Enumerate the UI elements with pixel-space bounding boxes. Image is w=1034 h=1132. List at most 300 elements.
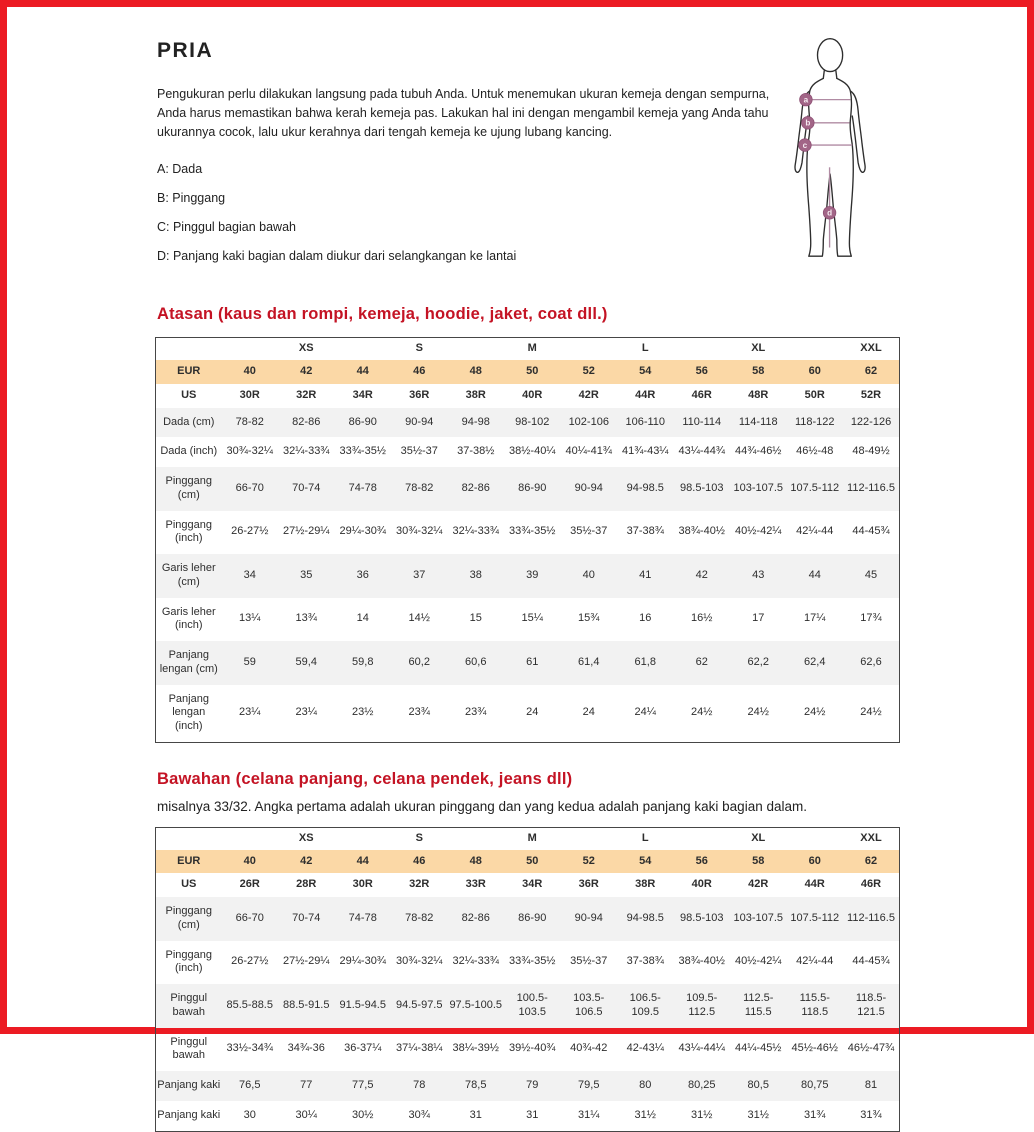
measurement-cell: 91.5-94.5 <box>339 998 386 1011</box>
measurement-cell: 24¼ <box>634 706 656 719</box>
measurement-cell: 112-116.5 <box>847 911 895 924</box>
measurement-cell: 32¼-33¾ <box>452 955 499 968</box>
size-cell: 46 <box>413 365 426 377</box>
measurement-row <box>156 598 900 642</box>
page-title: PRIA <box>157 39 214 62</box>
measurement-cell: 27½-29¼ <box>283 955 330 968</box>
measurement-row <box>156 1071 900 1101</box>
us-size-row <box>156 873 900 897</box>
measurement-cell: 94-98 <box>461 415 490 428</box>
measurement-row <box>156 511 900 555</box>
unit-row-label: US <box>181 878 197 891</box>
size-cell: 30R <box>352 878 373 891</box>
row-label: Pinggang (cm) <box>165 905 212 931</box>
row-label: Panjang kaki <box>157 1108 221 1121</box>
measurement-cell: 78-82 <box>405 481 434 494</box>
size-cell: 44 <box>356 365 369 377</box>
measurement-cell: 15¼ <box>521 612 543 625</box>
measurement-row <box>156 554 900 598</box>
measurement-cell: 17¾ <box>860 612 882 625</box>
measurement-cell: 37-38¾ <box>626 955 664 968</box>
measurement-cell: 59,8 <box>352 655 374 668</box>
measure-point-d: D: Panjang kaki bagian dalam diukur dari selangkangan ke lantai <box>157 249 517 264</box>
size-column-header: M <box>527 831 537 844</box>
us-size-row <box>156 384 900 408</box>
measurement-cell: 26-27½ <box>231 525 269 538</box>
measurement-cell: 66-70 <box>235 911 264 924</box>
measurement-cell: 42¼-44 <box>796 525 834 538</box>
measurement-cell: 44¼-45½ <box>735 1042 782 1055</box>
measurement-cell: 86-90 <box>518 481 547 494</box>
measurement-cell: 103.5-106.5 <box>573 992 605 1018</box>
measurement-cell: 23½ <box>352 706 374 719</box>
size-cell: 38R <box>465 388 486 401</box>
measurement-cell: 29¼-30¾ <box>339 525 386 538</box>
measurement-cell: 34¾-36 <box>287 1042 325 1055</box>
unit-row-label: US <box>181 388 197 401</box>
measurement-cell: 44-45¾ <box>852 525 890 538</box>
measurement-cell: 115.5-118.5 <box>799 992 830 1018</box>
measurement-row <box>156 984 900 1028</box>
unit-row-label: EUR <box>177 854 201 867</box>
measurement-row <box>156 437 900 467</box>
size-cell: 48R <box>748 388 769 401</box>
measure-point-c: C: Pinggul bagian bawah <box>157 220 296 235</box>
measurement-cell: 43 <box>752 568 765 581</box>
measurement-cell: 27½-29¼ <box>283 525 330 538</box>
bawahan-section-title: Bawahan (celana panjang, celana pendek, jeans dll) <box>157 769 573 788</box>
measurement-cell: 94-98.5 <box>626 911 664 924</box>
measurement-cell: 45 <box>864 568 878 581</box>
measurement-cell: 37¼-38¼ <box>396 1042 443 1055</box>
size-cell: 56 <box>695 854 708 867</box>
measurement-cell: 100.5-103.5 <box>516 992 548 1018</box>
bawahan-section-subtitle: misalnya 33/32. Angka pertama adalah ukuran pinggang dan yang kedua adalah panjang kaki bagian dalam. <box>157 798 807 814</box>
measurement-cell: 33¾-35½ <box>509 955 556 968</box>
measurement-cell: 31 <box>469 1108 482 1121</box>
measurement-cell: 42¼-44 <box>796 955 834 968</box>
measurement-cell: 36 <box>356 568 369 581</box>
size-column-header: XL <box>751 342 766 355</box>
size-header-row <box>156 338 900 360</box>
size-cell: 44R <box>635 388 656 401</box>
measurement-row <box>156 685 900 743</box>
size-header-spacer <box>787 827 844 849</box>
measurement-cell: 98.5-103 <box>680 911 724 924</box>
row-label: Pinggang (inch) <box>165 948 212 975</box>
size-cell: 42 <box>300 365 313 377</box>
measurement-cell: 38¾-40½ <box>678 525 725 538</box>
size-cell: 58 <box>752 854 765 867</box>
size-cell: 46 <box>413 854 426 867</box>
measurement-cell: 98-102 <box>515 415 550 428</box>
size-cell: 50R <box>804 388 825 401</box>
svg-text:b: b <box>805 118 811 128</box>
measurement-cell: 14 <box>356 612 369 625</box>
measurement-cell: 82-86 <box>292 415 321 428</box>
measurement-cell: 78 <box>413 1079 426 1091</box>
row-label: Pinggul bawah <box>170 992 208 1018</box>
measurement-cell: 44 <box>808 568 821 581</box>
size-cell: 38R <box>635 878 656 891</box>
size-cell: 50 <box>526 854 539 867</box>
measurement-row <box>156 897 900 941</box>
measurement-cell: 45½-46½ <box>791 1042 838 1055</box>
measurement-cell: 16 <box>639 612 652 625</box>
measurement-cell: 112.5-115.5 <box>743 992 774 1018</box>
size-cell: 30R <box>239 388 260 401</box>
size-column-header: S <box>415 831 423 844</box>
size-cell: 32R <box>296 388 317 401</box>
measurement-cell: 32¼-33¾ <box>283 445 330 458</box>
measurement-cell: 30¾-32¼ <box>396 525 443 538</box>
size-cell: 40R <box>691 878 712 891</box>
measurement-cell: 40½-42¼ <box>735 955 782 968</box>
measurement-cell: 42 <box>695 568 708 581</box>
measurement-cell: 94.5-97.5 <box>396 998 443 1011</box>
size-cell: 48 <box>469 365 482 377</box>
size-column-header: XS <box>298 342 314 355</box>
measurement-cell: 46½-47¾ <box>847 1042 895 1055</box>
measurement-cell: 35½-37 <box>400 445 438 458</box>
measurement-cell: 23¾ <box>465 706 487 719</box>
measurement-cell: 78,5 <box>465 1079 487 1091</box>
measurement-cell: 109.5-112.5 <box>686 992 718 1018</box>
svg-text:c: c <box>802 140 808 150</box>
measurement-cell: 15 <box>469 612 482 625</box>
size-column-header: S <box>415 342 423 355</box>
size-cell: 54 <box>639 854 652 867</box>
measurement-cell: 97.5-100.5 <box>449 998 503 1011</box>
size-cell: 34R <box>352 388 373 401</box>
measurement-cell: 74-78 <box>348 911 377 924</box>
measure-point-a: A: Dada <box>157 162 203 177</box>
size-column-header: L <box>641 342 649 355</box>
measurement-cell: 38¼-39½ <box>452 1042 499 1055</box>
measurement-cell: 62,4 <box>804 655 826 668</box>
measurement-cell: 30¾-32¼ <box>226 445 273 458</box>
measurement-cell: 78-82 <box>235 415 264 428</box>
eur-size-row <box>156 850 900 874</box>
atasan-section-title: Atasan (kaus dan rompi, kemeja, hoodie, jaket, coat dll.) <box>157 305 608 324</box>
size-cell: 40R <box>522 388 543 401</box>
measurement-cell: 30 <box>243 1108 256 1121</box>
measurement-cell: 16½ <box>691 612 713 625</box>
size-header-spacer <box>561 827 618 849</box>
header-section <box>157 35 888 278</box>
size-header-spacer <box>335 338 392 360</box>
measurement-cell: 86-90 <box>348 415 377 428</box>
measurement-cell: 40¼-41¾ <box>565 445 612 458</box>
size-cell: 52R <box>860 388 882 401</box>
measurement-cell: 41¾-43¼ <box>622 445 669 458</box>
row-label: Pinggang (inch) <box>165 518 212 545</box>
size-cell: 42R <box>748 878 769 891</box>
body-measurement-figure <box>777 31 888 263</box>
measurement-cell: 17 <box>752 612 765 625</box>
measurement-cell: 44¾-46½ <box>735 445 782 458</box>
measurement-cell: 32¼-33¾ <box>452 525 499 538</box>
measurement-cell: 31½ <box>634 1108 656 1121</box>
size-column-header: XS <box>298 831 314 844</box>
size-cell: 32R <box>409 878 430 891</box>
row-label: Dada (inch) <box>160 445 218 458</box>
row-label: Pinggul bawah <box>170 1035 208 1062</box>
measurement-cell: 103-107.5 <box>733 481 784 494</box>
svg-text:d: d <box>826 208 832 218</box>
measurement-cell: 80,5 <box>747 1079 769 1091</box>
measurement-cell: 24½ <box>691 706 713 719</box>
badge-b <box>801 117 814 130</box>
measurement-cell: 35½-37 <box>570 955 608 968</box>
measurement-cell: 61,8 <box>634 655 656 668</box>
measurement-cell: 107.5-112 <box>790 481 840 494</box>
measurement-cell: 42-43¼ <box>626 1042 664 1055</box>
size-header-spacer <box>222 338 279 360</box>
measurement-cell: 44-45¾ <box>852 955 890 968</box>
measurement-cell: 112-116.5 <box>847 481 895 494</box>
svg-text:a: a <box>803 95 809 105</box>
size-cell: 28R <box>296 878 317 891</box>
size-cell: 62 <box>864 365 878 377</box>
unit-row-label: EUR <box>177 365 201 377</box>
measurement-cell: 106-110 <box>625 415 666 428</box>
measurement-cell: 79,5 <box>578 1079 600 1091</box>
size-cell: 44 <box>356 854 369 867</box>
measurement-cell: 33½-34¾ <box>226 1042 273 1055</box>
measurement-cell: 80 <box>639 1079 652 1091</box>
size-cell: 44R <box>804 878 825 891</box>
size-cell: 56 <box>695 365 708 377</box>
measurement-cell: 86-90 <box>518 911 547 924</box>
size-cell: 34R <box>522 878 543 891</box>
size-header-spacer <box>448 827 505 849</box>
size-header-spacer <box>561 338 618 360</box>
badge-d <box>823 206 836 219</box>
size-cell: 60 <box>808 365 821 377</box>
measurement-cell: 31½ <box>691 1108 713 1121</box>
measurement-cell: 77,5 <box>352 1079 374 1091</box>
measurement-cell: 24 <box>526 706 539 719</box>
size-cell: 42 <box>300 854 313 867</box>
measurement-cell: 31 <box>526 1108 539 1121</box>
measurement-cell: 59,4 <box>295 655 317 668</box>
measurement-cell: 90-94 <box>574 911 603 924</box>
measurement-cell: 30¾-32¼ <box>396 955 443 968</box>
measurement-cell: 37 <box>413 568 426 581</box>
measurement-cell: 13¾ <box>295 612 317 625</box>
measurement-cell: 62 <box>695 655 708 668</box>
measurement-cell: 23¾ <box>408 706 430 719</box>
measurement-cell: 26-27½ <box>231 955 269 968</box>
male-silhouette-icon <box>777 31 887 263</box>
measurement-cell: 39½-40¾ <box>509 1042 556 1055</box>
size-column-header: XXL <box>860 831 882 844</box>
size-column-header: M <box>527 342 537 355</box>
size-cell: 42R <box>578 388 599 401</box>
measurement-cell: 66-70 <box>235 481 264 494</box>
measurement-cell: 61,4 <box>578 655 600 668</box>
measurement-cell: 43¼-44¼ <box>678 1042 725 1055</box>
measurement-cell: 62,2 <box>747 655 769 668</box>
size-cell: 46R <box>860 878 882 891</box>
page-content <box>7 7 1027 1132</box>
measurement-cell: 90-94 <box>405 415 434 428</box>
row-label: Dada (cm) <box>163 415 215 428</box>
size-column-header: L <box>641 831 649 844</box>
section-bawahan <box>157 769 895 1132</box>
measurement-cell: 110-114 <box>682 415 722 428</box>
measurement-cell: 33¾-35½ <box>339 445 386 458</box>
measurement-cell: 74-78 <box>348 481 377 494</box>
measurement-cell: 40 <box>582 568 595 581</box>
size-cell: 40 <box>243 365 256 377</box>
measurement-cell: 61 <box>526 655 539 668</box>
size-cell: 46R <box>691 388 712 401</box>
measurement-cell: 23¼ <box>239 706 261 719</box>
measurement-cell: 23¼ <box>295 706 317 719</box>
measurement-cell: 88.5-91.5 <box>283 998 330 1011</box>
intro-paragraph: Pengukuran perlu dilakukan langsung pada tubuh Anda. Untuk menemukan ukuran kemeja dengan sempurna, Anda harus memastikan bahwa kerah kemeja pas. Lakukan hal ini dengan mengambil kemeja yang Anda tahu ukurannya cocok, lalu ukur kerahnya dari tengah kemeja ke ujung lubang kancing. <box>157 87 770 139</box>
measurement-cell: 24½ <box>804 706 826 719</box>
measurement-cell: 103-107.5 <box>733 911 784 924</box>
measurement-cell: 60,2 <box>408 655 430 668</box>
measurement-cell: 39 <box>526 568 539 581</box>
size-header-spacer <box>335 827 392 849</box>
measurement-cell: 31¾ <box>804 1108 826 1121</box>
size-cell: 50 <box>526 365 539 377</box>
row-label: Panjang kaki <box>157 1079 221 1091</box>
measurement-cell: 31¼ <box>578 1108 600 1121</box>
row-label-blank <box>156 827 222 849</box>
measurement-cell: 107.5-112 <box>790 911 840 924</box>
measurement-cell: 40¾-42 <box>570 1042 608 1055</box>
size-cell: 48 <box>469 854 482 867</box>
measurement-cell: 14½ <box>408 612 430 625</box>
eur-size-row <box>156 360 900 384</box>
measurement-cell: 33¾-35½ <box>509 525 556 538</box>
row-label: Panjang lengan (cm) <box>159 649 218 675</box>
measurement-cell: 24½ <box>860 706 882 719</box>
size-cell: 40 <box>243 854 256 867</box>
row-label: Garis leher (inch) <box>161 605 216 632</box>
bawahan-size-table <box>155 827 900 1132</box>
row-label: Garis leher (cm) <box>161 562 216 588</box>
row-label: Pinggang (cm) <box>165 475 212 501</box>
size-header-spacer <box>787 338 844 360</box>
measurement-cell: 62,6 <box>860 655 882 668</box>
size-cell: 60 <box>808 854 821 867</box>
measurement-cell: 30¼ <box>295 1108 317 1121</box>
size-cell: 52 <box>582 854 595 867</box>
measurement-cell: 46½-48 <box>796 445 834 458</box>
measurement-row <box>156 1028 900 1072</box>
measurement-cell: 60,6 <box>465 655 487 668</box>
measurement-cell: 85.5-88.5 <box>226 998 273 1011</box>
row-label-blank <box>156 338 222 360</box>
measurement-cell: 118-122 <box>794 415 835 428</box>
size-cell: 26R <box>239 878 260 891</box>
size-column-header: XXL <box>860 342 882 355</box>
measurement-cell: 48-49½ <box>852 445 890 458</box>
measurement-cell: 102-106 <box>568 415 609 428</box>
measurement-cell: 41 <box>639 568 652 581</box>
measurement-cell: 37-38¾ <box>626 525 664 538</box>
size-header-spacer <box>674 827 731 849</box>
measurement-cell: 35 <box>300 568 313 581</box>
measurement-cell: 98.5-103 <box>680 481 724 494</box>
measurement-cell: 38 <box>469 568 482 581</box>
measurement-cell: 43¼-44¾ <box>678 445 725 458</box>
measurement-cell: 29¼-30¾ <box>339 955 386 968</box>
measurement-cell: 90-94 <box>574 481 603 494</box>
measurement-cell: 40½-42¼ <box>735 525 782 538</box>
measurement-cell: 114-118 <box>738 415 778 428</box>
measurement-cell: 79 <box>526 1079 539 1091</box>
measurement-cell: 31½ <box>747 1108 769 1121</box>
measurement-cell: 30¾ <box>408 1108 430 1121</box>
row-label: Panjang lengan (inch) <box>168 692 209 732</box>
measurement-cell: 70-74 <box>292 481 321 494</box>
measurement-cell: 81 <box>864 1079 878 1091</box>
measurement-cell: 37-38½ <box>457 445 495 458</box>
measurement-cell: 38½-40¼ <box>509 445 556 458</box>
measurement-cell: 82-86 <box>461 481 490 494</box>
size-cell: 36R <box>578 878 599 891</box>
size-header-spacer <box>222 827 279 849</box>
measurement-cell: 15¾ <box>578 612 600 625</box>
measurement-row <box>156 408 900 438</box>
badge-c <box>799 139 812 152</box>
measurement-row <box>156 1101 900 1131</box>
measurement-cell: 70-74 <box>292 911 321 924</box>
measurement-cell: 38¾-40½ <box>678 955 725 968</box>
measurement-cell: 80,75 <box>800 1079 829 1091</box>
measurement-cell: 122-126 <box>850 415 892 428</box>
measurement-cell: 59 <box>243 655 256 668</box>
section-atasan <box>157 305 895 743</box>
atasan-size-table <box>155 337 900 743</box>
size-cell: 62 <box>864 854 878 867</box>
measurement-row <box>156 641 900 685</box>
measure-point-b: B: Pinggang <box>157 191 226 206</box>
measurement-cell: 13¼ <box>239 612 261 625</box>
measurement-cell: 106.5-109.5 <box>629 992 661 1018</box>
measurement-cell: 118.5-121.5 <box>855 992 887 1018</box>
size-header-spacer <box>674 338 731 360</box>
size-header-spacer <box>448 338 505 360</box>
measurement-cell: 76,5 <box>239 1079 261 1091</box>
size-cell: 36R <box>409 388 430 401</box>
measurement-cell: 35½-37 <box>570 525 608 538</box>
size-cell: 52 <box>582 365 595 377</box>
measurement-cell: 78-82 <box>405 911 434 924</box>
measurement-cell: 80,25 <box>687 1079 716 1091</box>
measurement-cell: 31¾ <box>860 1108 882 1121</box>
measurement-cell: 36-37¼ <box>344 1042 382 1055</box>
measurement-cell: 82-86 <box>461 911 490 924</box>
size-cell: 58 <box>752 365 765 377</box>
size-cell: 54 <box>639 365 652 377</box>
size-column-header: XL <box>751 831 766 844</box>
measurement-row <box>156 941 900 985</box>
measurement-cell: 30½ <box>352 1108 374 1121</box>
measurement-cell: 34 <box>243 568 256 581</box>
measurement-cell: 17¼ <box>804 612 826 625</box>
badge-a <box>800 93 813 106</box>
measurement-cell: 24 <box>582 706 595 719</box>
measurement-row <box>156 467 900 511</box>
